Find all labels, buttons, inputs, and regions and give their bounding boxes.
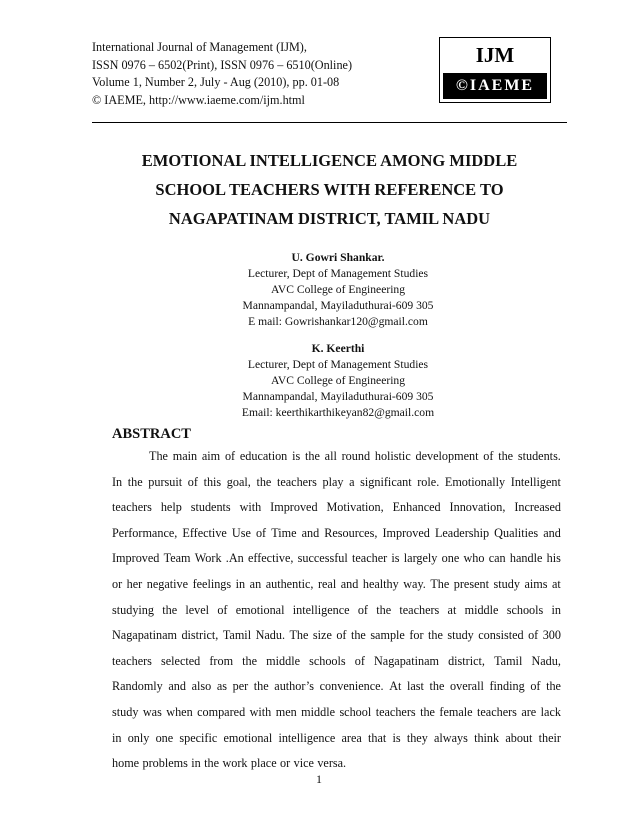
abstract-line xyxy=(112,521,561,547)
abstract-word: was xyxy=(142,704,162,719)
abstract-line xyxy=(112,726,561,752)
abstract-word: of xyxy=(217,602,228,617)
abstract-word: the xyxy=(376,602,392,617)
abstract-word: versa. xyxy=(317,756,347,771)
author-position: Lecturer, Dept of Management Studies xyxy=(247,267,429,280)
abstract-word: one xyxy=(441,551,460,566)
abstract-word: sample xyxy=(370,628,405,643)
abstract-word: district, xyxy=(181,628,219,643)
author-email: E mail: Gowrishankar120@gmail.com xyxy=(248,315,428,328)
abstract-word: handle xyxy=(509,551,543,566)
abstract-word: or xyxy=(280,756,291,771)
abstract-word: holistic xyxy=(374,449,411,463)
abstract-word: work xyxy=(222,756,248,771)
abstract-word: Improved xyxy=(382,525,430,540)
author-block-2 xyxy=(92,341,584,421)
abstract-word: schools xyxy=(506,602,544,617)
abstract-word: The xyxy=(430,576,450,591)
abstract-word: healthy xyxy=(362,576,399,591)
abstract-word: students. xyxy=(517,449,561,463)
paper-title xyxy=(92,146,567,233)
abstract-word: an xyxy=(249,576,262,591)
abstract-word: Improved xyxy=(112,551,160,566)
abstract-word: of xyxy=(528,628,539,643)
abstract-word: who xyxy=(463,551,485,566)
abstract-word: or xyxy=(112,576,123,591)
logo-iaeme-text: ©IAEME xyxy=(443,73,547,99)
journal-info xyxy=(92,39,422,109)
abstract-word: with xyxy=(239,500,262,515)
author-college: AVC College of Engineering xyxy=(270,374,406,387)
abstract-word: the xyxy=(256,474,272,489)
abstract-word: the xyxy=(204,756,220,771)
abstract-word: largely xyxy=(403,551,438,566)
abstract-word: middle xyxy=(464,602,499,617)
abstract-word: in xyxy=(112,730,122,745)
abstract-word: one xyxy=(155,730,174,745)
abstract-word: teachers xyxy=(476,704,517,719)
abstract-word: and xyxy=(301,525,320,540)
abstract-word: Improved xyxy=(270,500,318,515)
abstract-word: her xyxy=(126,576,143,591)
abstract-word: convenience. xyxy=(319,679,384,694)
abstract-word: problems xyxy=(142,756,188,771)
abstract-word: main xyxy=(172,449,198,463)
abstract-word: authentic, xyxy=(265,576,314,591)
abstract-word: teachers xyxy=(399,602,440,617)
abstract-word: the xyxy=(429,679,445,694)
abstract-word: intelligence xyxy=(292,602,350,617)
abstract-word: the xyxy=(420,704,435,719)
abstract-line xyxy=(112,495,561,521)
abstract-word: consisted xyxy=(478,628,524,643)
abstract-word: and xyxy=(168,679,186,694)
abstract-word: are xyxy=(521,704,537,719)
abstract-word: only xyxy=(127,730,150,745)
abstract-word: study xyxy=(112,704,139,719)
abstract-word: at xyxy=(447,602,457,617)
abstract-word: always xyxy=(434,730,468,745)
abstract-line xyxy=(112,649,561,675)
abstract-word: about xyxy=(505,730,533,745)
abstract-word: home xyxy=(112,756,140,771)
abstract-word: the xyxy=(162,602,178,617)
abstract-word: the xyxy=(253,679,269,694)
abstract-word: can xyxy=(488,551,506,566)
abstract-word: of xyxy=(483,449,494,463)
abstract-word: goal, xyxy=(226,474,251,489)
abstract-word: .An xyxy=(225,551,244,566)
abstract-word: district, xyxy=(448,653,485,668)
abstract-word: from xyxy=(209,653,234,668)
abstract-word: teacher xyxy=(351,551,388,566)
abstract-word: successful xyxy=(297,551,348,566)
abstract-word: place xyxy=(250,756,277,771)
abstract-word: in xyxy=(551,602,561,617)
abstract-word: Tamil xyxy=(494,653,523,668)
abstract-word: studying xyxy=(112,602,154,617)
abstract-line xyxy=(112,700,561,726)
author-block-1 xyxy=(92,250,584,330)
abstract-word: the xyxy=(546,679,561,694)
abstract-word: Emotionally xyxy=(444,474,506,489)
abstract-word: selected xyxy=(161,653,201,668)
abstract-word: area xyxy=(341,730,362,745)
abstract-word: Performance, xyxy=(112,525,178,540)
abstract-word: for xyxy=(409,628,424,643)
abstract-word: The xyxy=(289,628,309,643)
abstract-word: present xyxy=(453,576,489,591)
abstract-word: this xyxy=(203,474,222,489)
abstract-word: 300 xyxy=(542,628,561,643)
abstract-word: female xyxy=(439,704,473,719)
journal-name: International Journal of Management (IJM), xyxy=(92,40,307,54)
abstract-word: Nadu. xyxy=(255,628,286,643)
abstract-line xyxy=(112,572,561,598)
abstract-word: Effective xyxy=(182,525,227,540)
author-address: Mannampandal, Mayiladuthurai-609 305 xyxy=(242,390,434,403)
abstract-word: is xyxy=(392,730,401,745)
abstract-word: of xyxy=(224,449,236,463)
abstract-word: development xyxy=(415,449,479,463)
abstract-word: of xyxy=(354,653,365,668)
abstract-word: also xyxy=(191,679,212,694)
abstract-line xyxy=(112,598,561,624)
abstract-word: size xyxy=(312,628,332,643)
abstract-word: the xyxy=(350,628,366,643)
abstract-word: when xyxy=(166,704,193,719)
abstract-word: Nagapatinam xyxy=(374,653,439,668)
abstract-word: Nadu, xyxy=(531,653,561,668)
title-line: SCHOOL TEACHERS WITH REFERENCE TO xyxy=(155,180,504,199)
abstract-word: is xyxy=(391,551,400,566)
abstract-line xyxy=(112,470,561,496)
page-number: 1 xyxy=(316,772,322,786)
author-email: Email: keerthikarthikeyan82@gmail.com xyxy=(241,406,435,419)
abstract-word: all xyxy=(324,449,337,463)
abstract-word: at xyxy=(551,576,561,591)
abstract-word: In xyxy=(112,474,123,489)
abstract-word: Innovation, xyxy=(449,500,506,515)
abstract-word: as xyxy=(216,679,228,694)
abstract-word: per xyxy=(232,679,249,694)
abstract-word: compared xyxy=(197,704,246,719)
abstract-word: of xyxy=(336,628,347,643)
abstract-word: effective, xyxy=(247,551,294,566)
abstract-word: Tamil xyxy=(222,628,252,643)
abstract-heading: ABSTRACT xyxy=(112,426,191,442)
abstract-word: schools xyxy=(309,653,346,668)
abstract-word: Increased xyxy=(514,500,561,515)
abstract-word: is xyxy=(292,449,301,463)
abstract-line xyxy=(112,444,561,470)
abstract-word: emotional xyxy=(235,602,285,617)
abstract-word: teachers xyxy=(112,500,152,515)
abstract-word: that xyxy=(368,730,387,745)
abstract-word: real xyxy=(317,576,337,591)
abstract-word: Nagapatinam xyxy=(112,628,177,643)
abstract-word: way. xyxy=(403,576,426,591)
abstract-word: lack xyxy=(540,704,561,719)
abstract-word: last xyxy=(406,679,424,694)
abstract-word: aims xyxy=(524,576,548,591)
abstract-line xyxy=(112,623,561,649)
journal-volume: Volume 1, Number 2, July - Aug (2010), pp. 01-08 xyxy=(92,75,340,89)
abstract-word: help xyxy=(160,500,182,515)
abstract-word: with xyxy=(249,704,272,719)
title-line: NAGAPATINAM DISTRICT, TAMIL NADU xyxy=(168,209,491,228)
abstract-word: study xyxy=(493,576,520,591)
abstract-word: emotional xyxy=(223,730,273,745)
abstract-word: Team xyxy=(163,551,191,566)
abstract-line xyxy=(112,546,561,572)
abstract-word: the xyxy=(304,449,320,463)
abstract-body xyxy=(112,444,561,777)
abstract-word: the xyxy=(127,474,143,489)
abstract-word: education xyxy=(239,449,288,463)
abstract-word: and xyxy=(340,576,359,591)
abstract-word: his xyxy=(546,551,561,566)
abstract-word: Resources, xyxy=(324,525,378,540)
abstract-line xyxy=(112,674,561,700)
abstract-word: their xyxy=(538,730,561,745)
abstract-word: in xyxy=(191,756,201,771)
abstract-word: role. xyxy=(417,474,440,489)
abstract-word: Leadership xyxy=(434,525,490,540)
abstract-word: they xyxy=(406,730,428,745)
abstract-word: specific xyxy=(179,730,218,745)
abstract-word: Randomly xyxy=(112,679,163,694)
abstract-word: middle xyxy=(301,704,335,719)
abstract-word: teachers xyxy=(112,653,152,668)
abstract-word: Work xyxy=(194,551,222,566)
logo-ijm-text: IJM xyxy=(475,43,515,67)
abstract-word: level xyxy=(185,602,210,617)
journal-copyright-url: © IAEME, http://www.iaeme.com/ijm.html xyxy=(92,92,305,107)
abstract-word: author’s xyxy=(274,679,315,694)
abstract-word: and xyxy=(543,525,561,540)
abstract-word: students xyxy=(190,500,231,515)
abstract-word: pursuit xyxy=(148,474,183,489)
abstract-word: middle xyxy=(266,653,300,668)
abstract-word: Motivation, xyxy=(326,500,384,515)
abstract-word: The xyxy=(149,449,168,463)
abstract-word: negative xyxy=(146,576,189,591)
abstract-word: Time xyxy=(271,525,297,540)
abstract-word: feelings xyxy=(192,576,232,591)
author-college: AVC College of Engineering xyxy=(270,283,406,296)
abstract-word: Intelligent xyxy=(510,474,561,489)
abstract-word: Qualities xyxy=(494,525,539,540)
header-divider xyxy=(92,122,567,123)
abstract-word: teachers xyxy=(375,704,416,719)
abstract-word: At xyxy=(389,679,402,694)
journal-issn: ISSN 0976 – 6502(Print), ISSN 0976 – 6510(Online) xyxy=(92,57,353,72)
abstract-word: significant xyxy=(360,474,412,489)
abstract-word: of xyxy=(187,474,198,489)
abstract-word: school xyxy=(339,704,372,719)
abstract-word: the xyxy=(242,653,258,668)
author-position: Lecturer, Dept of Management Studies xyxy=(247,358,429,371)
abstract-word: overall xyxy=(450,679,484,694)
abstract-word: think xyxy=(474,730,500,745)
abstract-word: a xyxy=(349,474,355,489)
abstract-word: of xyxy=(357,602,368,617)
abstract-word: of xyxy=(255,525,267,540)
abstract-word: in xyxy=(235,576,246,591)
abstract-word: aim xyxy=(201,449,221,463)
abstract-word: finding xyxy=(489,679,525,694)
abstract-word: the xyxy=(428,628,443,643)
abstract-word: play xyxy=(322,474,344,489)
abstract-word: study xyxy=(447,628,474,643)
abstract-word: the xyxy=(498,449,514,463)
author-name: K. Keerthi xyxy=(311,342,365,355)
abstract-word: Use xyxy=(231,525,251,540)
abstract-word: men xyxy=(275,704,297,719)
abstract-word: vice xyxy=(293,756,314,771)
journal-logo xyxy=(439,37,551,103)
abstract-word: of xyxy=(530,679,541,694)
abstract-word: round xyxy=(341,449,371,463)
abstract-word: Enhanced xyxy=(392,500,441,515)
author-address: Mannampandal, Mayiladuthurai-609 305 xyxy=(242,299,434,312)
author-name: U. Gowri Shankar. xyxy=(291,251,385,264)
title-line: EMOTIONAL INTELLIGENCE AMONG MIDDLE xyxy=(141,151,518,170)
abstract-word: teachers xyxy=(276,474,317,489)
abstract-word: intelligence xyxy=(278,730,336,745)
